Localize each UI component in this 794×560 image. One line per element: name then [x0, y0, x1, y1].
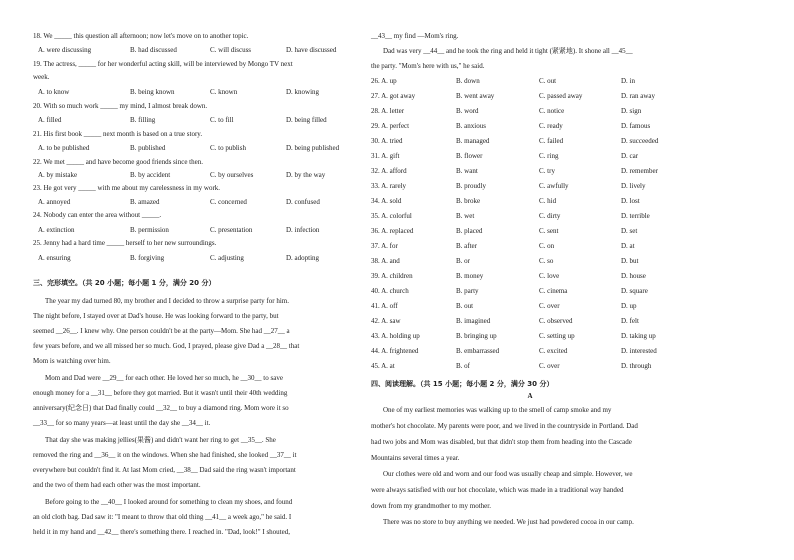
q20-option-b[interactable]: B. filling: [130, 116, 156, 124]
q36-option-a[interactable]: 36. A. replaced: [371, 227, 414, 235]
q44-option-c[interactable]: C. excited: [539, 347, 568, 355]
q43-option-c[interactable]: C. setting up: [539, 332, 575, 340]
q22-option-c[interactable]: C. by ourselves: [210, 171, 254, 179]
q25-option-b[interactable]: B. forgiving: [130, 254, 165, 262]
q43-option-b[interactable]: B. bringing up: [456, 332, 497, 340]
q27-option-d[interactable]: D. ran away: [621, 92, 656, 100]
q35-option-b[interactable]: B. wet: [456, 212, 475, 220]
reading-line-7: down from my grandmother to my mother.: [371, 502, 491, 510]
q31-option-d[interactable]: D. car: [621, 152, 639, 160]
q33-option-b[interactable]: B. proudly: [456, 182, 486, 190]
q23-option-c[interactable]: C. concerned: [210, 198, 247, 206]
q19-option-b[interactable]: B. being known: [130, 88, 175, 96]
q28-option-c[interactable]: C. notice: [539, 107, 565, 115]
q39-option-d[interactable]: D. house: [621, 272, 646, 280]
cloze-line-13: and the two of them had each other was the most important.: [33, 481, 201, 489]
q19-option-a[interactable]: A. to know: [38, 88, 70, 96]
reading-line-5: Our clothes were old and worn and our food was usually cheap and simple. However, we: [383, 470, 633, 478]
q43-option-a[interactable]: 43. A. holding up: [371, 332, 420, 340]
q44-option-a[interactable]: 44. A. frightened: [371, 347, 419, 355]
q41-option-c[interactable]: C. over: [539, 302, 560, 310]
q26-option-c[interactable]: C. out: [539, 77, 557, 85]
q34-option-b[interactable]: B. broke: [456, 197, 481, 205]
q24-option-d[interactable]: D. infection: [286, 226, 320, 234]
q32-option-c[interactable]: C. try: [539, 167, 555, 175]
q20-option-a[interactable]: A. filled: [38, 116, 62, 124]
q34-option-d[interactable]: D. lost: [621, 197, 640, 205]
q25-option-c[interactable]: C. adjusting: [210, 254, 244, 262]
q42-option-b[interactable]: B. imagined: [456, 317, 491, 325]
question-21-stem: 21. His first book _____ next month is based on a true story.: [33, 130, 203, 138]
q23-option-d[interactable]: D. confused: [286, 198, 320, 206]
cloze-cont-line-2: Dad was very __44__ and he took the ring and held it tight (紧紧地). It shone all __45__: [383, 47, 633, 55]
q30-option-b[interactable]: B. managed: [456, 137, 490, 145]
q35-option-c[interactable]: C. dirty: [539, 212, 561, 220]
q41-option-d[interactable]: D. up: [621, 302, 637, 310]
question-20-stem: 20. With so much work _____ my mind, I almost break down.: [33, 102, 208, 110]
cloze-line-5: Mom is watching over him.: [33, 357, 111, 365]
q33-option-d[interactable]: D. lively: [621, 182, 646, 190]
q24-option-b[interactable]: B. permission: [130, 226, 169, 234]
q31-option-c[interactable]: C. ring: [539, 152, 559, 160]
reading-line-4: Mountains several times a year.: [371, 454, 460, 462]
q29-option-a[interactable]: 29. A. perfect: [371, 122, 410, 130]
q30-option-a[interactable]: 30. A. tried: [371, 137, 403, 145]
question-23-stem: 23. He got very _____ with me about my carelessness in my work.: [33, 184, 221, 192]
question-25-stem: 25. Jenny had a hard time _____ herself to her new surroundings.: [33, 239, 217, 247]
q40-option-b[interactable]: B. party: [456, 287, 479, 295]
cloze-line-10: That day she was making jellies(果酱) and didn't want her ring to get __35__. She: [45, 436, 276, 444]
q30-option-c[interactable]: C. failed: [539, 137, 564, 145]
q45-option-c[interactable]: C. over: [539, 362, 560, 370]
q23-option-b[interactable]: B. amazed: [130, 198, 160, 206]
q36-option-c[interactable]: C. sent: [539, 227, 559, 235]
cloze-line-6: Mom and Dad were __29__ for each other. He loved her so much, he __30__ to save: [45, 374, 283, 382]
q40-option-d[interactable]: D. square: [621, 287, 648, 295]
q44-option-d[interactable]: D. interested: [621, 347, 657, 355]
q18-option-c[interactable]: C. will discuss: [210, 46, 252, 54]
q34-option-a[interactable]: 34. A. sold: [371, 197, 402, 205]
cloze-line-7: enough money for a __31__ before they got married. But it wasn't until their 40th wedding: [33, 389, 288, 397]
question-24-stem: 24. Nobody can enter the area without _____.: [33, 211, 162, 219]
cloze-line-3: seemed __26__. I knew why. One person couldn't be at the party—Mom. She had __27__ a: [33, 327, 290, 335]
cloze-line-2: The night before, I stayed over at Dad's house. He was looking forward to the party, but: [33, 312, 279, 320]
q26-option-d[interactable]: D. in: [621, 77, 635, 85]
q41-option-b[interactable]: B. out: [456, 302, 474, 310]
q18-option-d[interactable]: D. have discussed: [286, 46, 337, 54]
q34-option-c[interactable]: C. hid: [539, 197, 557, 205]
question-19-stem-cont: week.: [33, 73, 50, 81]
q31-option-a[interactable]: 31. A. gift: [371, 152, 400, 160]
q29-option-d[interactable]: D. famous: [621, 122, 651, 130]
question-18-stem: 18. We _____ this question all afternoon; now let's move on to another topic.: [33, 32, 249, 40]
cloze-cont-line-3: the party. "Mom's here with us," he said.: [371, 62, 485, 70]
q38-option-a[interactable]: 38. A. and: [371, 257, 400, 265]
reading-line-2: mother's hot chocolate. My parents were poor, and we lived in the countryside in Portland. Dad: [371, 422, 638, 430]
q29-option-c[interactable]: C. ready: [539, 122, 563, 130]
q37-option-a[interactable]: 37. A. for: [371, 242, 398, 250]
q27-option-b[interactable]: B. went away: [456, 92, 495, 100]
q36-option-d[interactable]: D. set: [621, 227, 638, 235]
reading-line-3: had two jobs and Mom was disabled, but that didn't stop them from heading into the Cascade: [371, 438, 632, 446]
q23-option-a[interactable]: A. annoyed: [38, 198, 71, 206]
section-4-title: 四、阅读理解。（共 15 小题；每小题 2 分，满分 30 分）: [371, 380, 554, 388]
q20-option-c[interactable]: C. to fill: [210, 116, 234, 124]
q24-option-a[interactable]: A. extinction: [38, 226, 75, 234]
q42-option-a[interactable]: 42. A. saw: [371, 317, 401, 325]
q27-option-a[interactable]: 27. A. got away: [371, 92, 416, 100]
q28-option-b[interactable]: B. word: [456, 107, 479, 115]
cloze-line-11: removed the ring and __36__ it on the windows. When she had finished, she looked __37__ it: [33, 451, 297, 459]
cloze-cont-line-1: __43__ my find —Mom's ring.: [371, 32, 459, 40]
q27-option-c[interactable]: C. passed away: [539, 92, 583, 100]
cloze-line-8: anniversary(纪念日) that Dad finally could __32__ to buy a diamond ring. Mom wore it so: [33, 404, 289, 412]
q42-option-c[interactable]: C. observed: [539, 317, 573, 325]
q45-option-b[interactable]: B. of: [456, 362, 470, 370]
q43-option-d[interactable]: D. taking up: [621, 332, 656, 340]
q35-option-a[interactable]: 35. A. colorful: [371, 212, 412, 220]
q21-option-d[interactable]: D. being published: [286, 144, 340, 152]
reading-line-6: were always satisfied with our hot chocolate, which was made in a traditional way handed: [371, 486, 624, 494]
q32-option-a[interactable]: 32. A. afford: [371, 167, 407, 175]
q21-option-a[interactable]: A. to be published: [38, 144, 90, 152]
q37-option-c[interactable]: C. on: [539, 242, 555, 250]
reading-line-8: There was no store to buy anything we needed. We just had powdered cocoa in our camp.: [383, 518, 634, 526]
q38-option-c[interactable]: C. so: [539, 257, 554, 265]
q26-option-a[interactable]: 26. A. up: [371, 77, 397, 85]
q22-option-a[interactable]: A. by mistake: [38, 171, 78, 179]
cloze-line-9: __33__ for so many years—at least until the day she __34__ it.: [33, 419, 211, 427]
q29-option-b[interactable]: B. anxious: [456, 122, 486, 130]
q45-option-a[interactable]: 45. A. at: [371, 362, 395, 370]
q31-option-b[interactable]: B. flower: [456, 152, 483, 160]
q45-option-d[interactable]: D. through: [621, 362, 652, 370]
q39-option-a[interactable]: 39. A. children: [371, 272, 413, 280]
q30-option-d[interactable]: D. succeeded: [621, 137, 659, 145]
cloze-line-1: The year my dad turned 80, my brother and I decided to throw a surprise party for him.: [45, 297, 289, 305]
q24-option-c[interactable]: C. presentation: [210, 226, 253, 234]
cloze-line-14: Before going to the __40__ I looked around for something to clean my shoes, and found: [45, 498, 293, 506]
question-22-stem: 22. We met _____ and have become good friends since then.: [33, 158, 203, 166]
section-3-title: 三、完形填空。（共 20 小题；每小题 1 分，满分 20 分）: [33, 279, 216, 287]
q18-option-a[interactable]: A. were discussing: [38, 46, 92, 54]
cloze-line-12: everywhere but couldn't find it. At last Mom cried, __38__ Dad said the ring wasn't important: [33, 466, 296, 474]
q26-option-b[interactable]: B. down: [456, 77, 480, 85]
q22-option-d[interactable]: D. by the way: [286, 171, 326, 179]
q36-option-b[interactable]: B. placed: [456, 227, 483, 235]
q39-option-b[interactable]: B. money: [456, 272, 484, 280]
cloze-line-4: few years before, and we all missed her so much. God, I prayed, please give Dad a __28__ that: [33, 342, 300, 350]
q19-option-c[interactable]: C. known: [210, 88, 238, 96]
passage-label: A: [527, 392, 533, 400]
q42-option-d[interactable]: D. felt: [621, 317, 639, 325]
q28-option-d[interactable]: D. sign: [621, 107, 642, 115]
q25-option-d[interactable]: D. adopting: [286, 254, 320, 262]
q35-option-d[interactable]: D. terrible: [621, 212, 650, 220]
q40-option-a[interactable]: 40. A. church: [371, 287, 409, 295]
q20-option-d[interactable]: D. being filled: [286, 116, 327, 124]
q38-option-b[interactable]: B. or: [456, 257, 470, 265]
q37-option-d[interactable]: D. at: [621, 242, 635, 250]
q33-option-c[interactable]: C. awfully: [539, 182, 569, 190]
reading-line-1: One of my earliest memories was walking up to the smell of camp smoke and my: [383, 406, 612, 414]
q18-option-b[interactable]: B. had discussed: [130, 46, 177, 54]
q19-option-d[interactable]: D. knowing: [286, 88, 320, 96]
cloze-line-15: an old cloth bag. Dad saw it: "I meant to throw that old thing __41__ a week ago," he said. I: [33, 513, 292, 521]
question-19-stem: 19. The actress, _____ for her wonderful acting skill, will be interviewed by Mongo TV next: [33, 60, 293, 68]
q25-option-a[interactable]: A. ensuring: [38, 254, 71, 262]
q32-option-b[interactable]: B. want: [456, 167, 478, 175]
q41-option-a[interactable]: 41. A. off: [371, 302, 398, 310]
q38-option-d[interactable]: D. but: [621, 257, 639, 265]
q21-option-c[interactable]: C. to publish: [210, 144, 246, 152]
q28-option-a[interactable]: 28. A. letter: [371, 107, 405, 115]
q32-option-d[interactable]: D. remember: [621, 167, 658, 175]
cloze-line-16: held it in my hand and __42__ there's something there. I reached in. "Dad, look!" I shouted,: [33, 528, 290, 536]
q22-option-b[interactable]: B. by accident: [130, 171, 171, 179]
q39-option-c[interactable]: C. love: [539, 272, 560, 280]
q44-option-b[interactable]: B. embarrassed: [456, 347, 500, 355]
q40-option-c[interactable]: C. cinema: [539, 287, 568, 295]
q33-option-a[interactable]: 33. A. rarely: [371, 182, 406, 190]
q21-option-b[interactable]: B. published: [130, 144, 166, 152]
q37-option-b[interactable]: B. after: [456, 242, 477, 250]
